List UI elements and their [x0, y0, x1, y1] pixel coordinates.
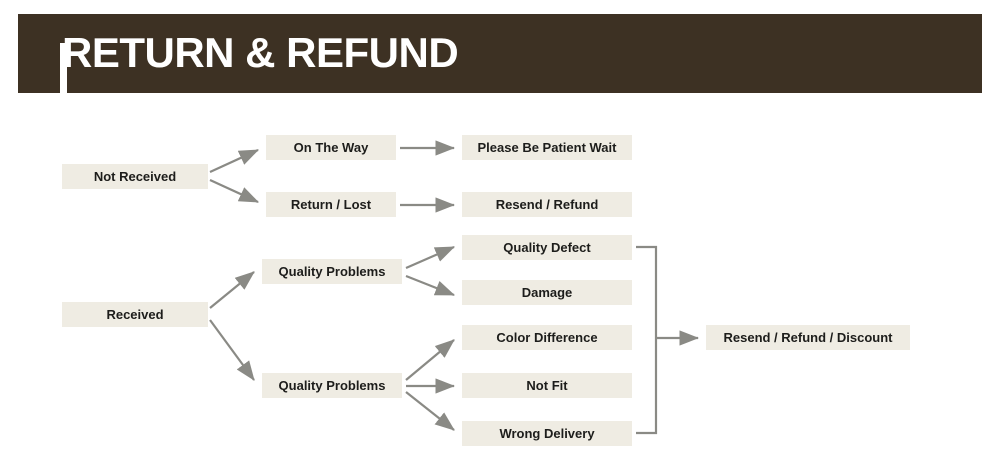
- node-resend-refund-discount[interactable]: Resend / Refund / Discount: [706, 325, 910, 350]
- node-damage[interactable]: Damage: [462, 280, 632, 305]
- bus-wrongdelivery-to-outcome: [636, 338, 656, 433]
- node-quality-problems-2[interactable]: Quality Problems: [262, 373, 402, 398]
- node-quality-problems-1[interactable]: Quality Problems: [262, 259, 402, 284]
- page-title: RETURN & REFUND: [62, 29, 459, 76]
- arrow-quality1-damage: [406, 276, 454, 295]
- arrow-received-quality2: [210, 320, 254, 380]
- node-resend-refund[interactable]: Resend / Refund: [462, 192, 632, 217]
- arrow-quality1-defect: [406, 247, 454, 268]
- node-wrong-delivery[interactable]: Wrong Delivery: [462, 421, 632, 446]
- arrow-received-quality1: [210, 272, 254, 308]
- node-color-difference[interactable]: Color Difference: [462, 325, 632, 350]
- arrow-notreceived-returnlost: [210, 180, 258, 202]
- arrow-quality2-colordifference: [406, 340, 454, 380]
- node-on-the-way[interactable]: On The Way: [266, 135, 396, 160]
- node-return-lost[interactable]: Return / Lost: [266, 192, 396, 217]
- arrow-quality2-wrongdelivery: [406, 392, 454, 430]
- node-not-received[interactable]: Not Received: [62, 164, 208, 189]
- bus-defect-to-outcome: [636, 247, 656, 338]
- node-received[interactable]: Received: [62, 302, 208, 327]
- node-not-fit[interactable]: Not Fit: [462, 373, 632, 398]
- arrow-notreceived-ontheway: [210, 150, 258, 172]
- node-please-be-patient-wait[interactable]: Please Be Patient Wait: [462, 135, 632, 160]
- node-quality-defect[interactable]: Quality Defect: [462, 235, 632, 260]
